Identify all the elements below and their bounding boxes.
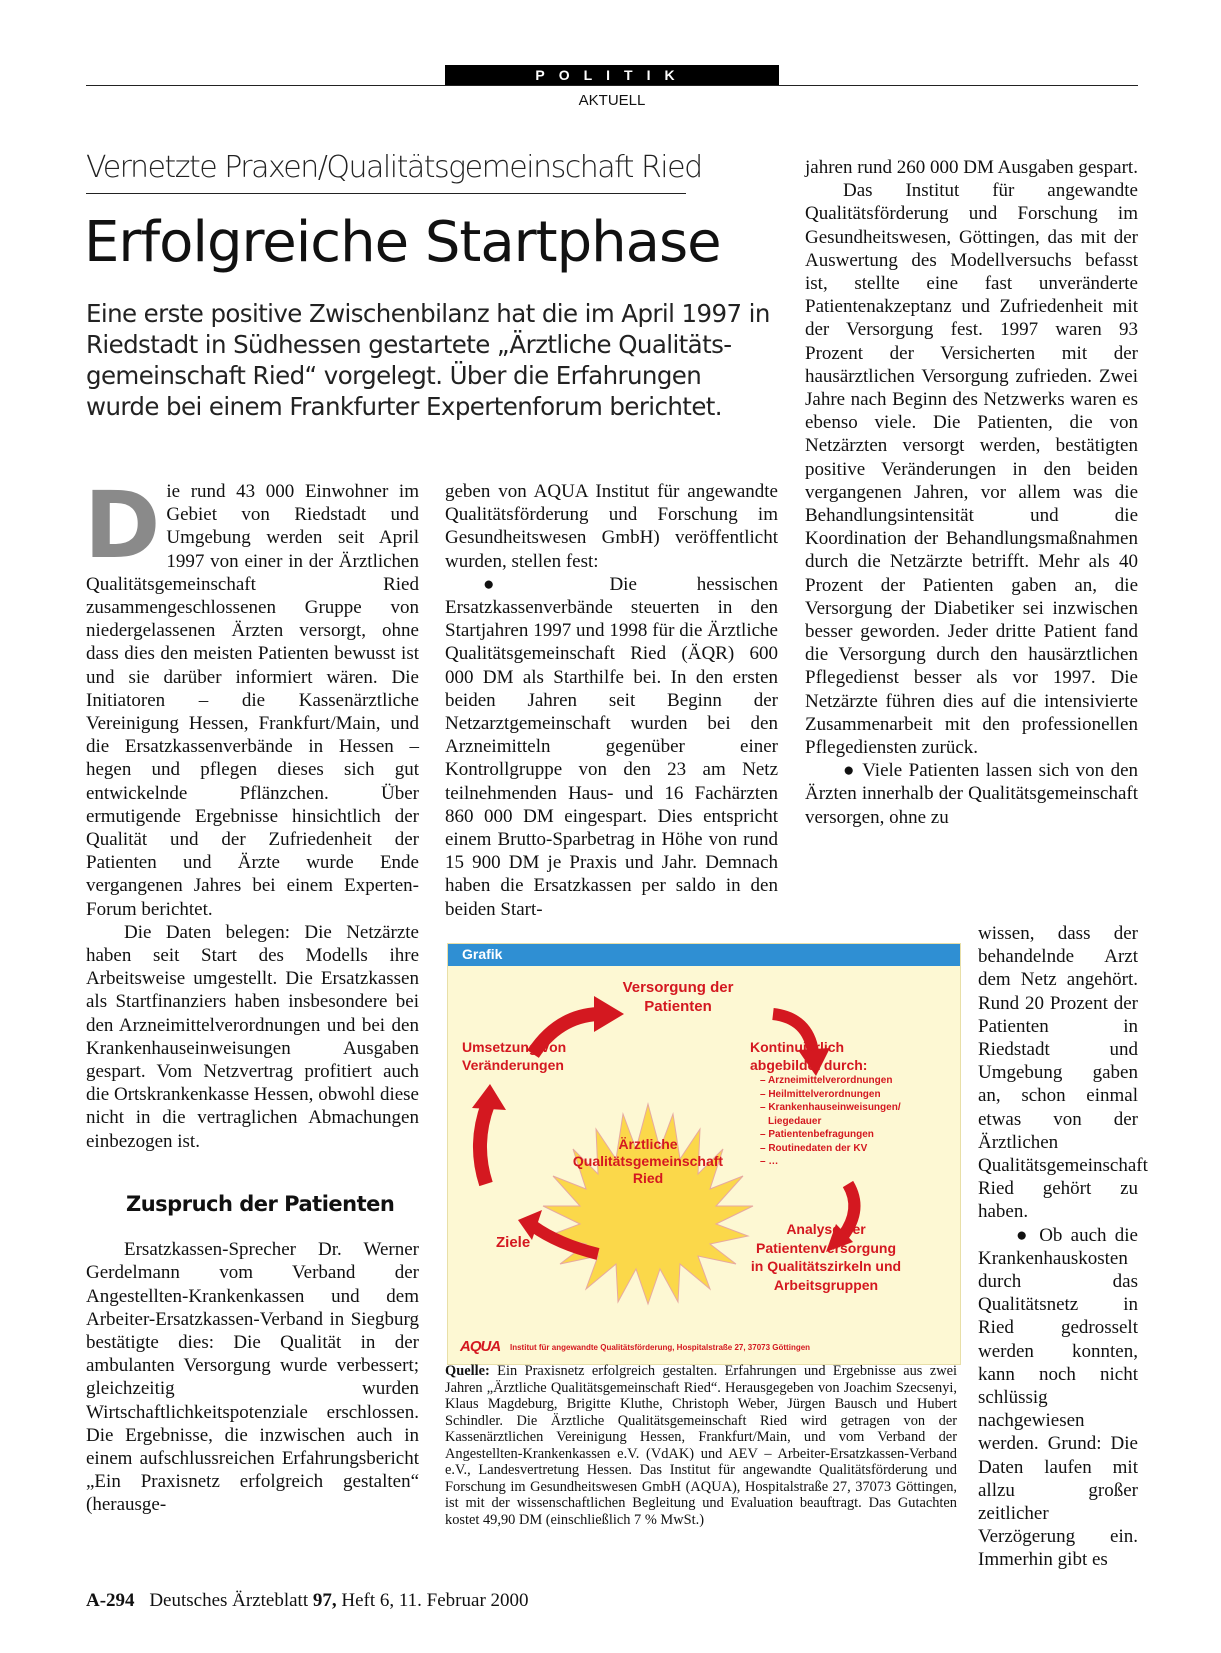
journal-name: Deutsches Ärzteblatt: [149, 1590, 309, 1611]
page-footer: [86, 1590, 529, 1612]
bullet-paragraph: ● Die hessischen Ersatzkassenverbände steuerten in den Startjahren 1997 und 1998 für die Ärztliche Qualitätsgemeinschaft Ried (ÄQR) 600 000 DM als Starthilfe bei. In den ersten beiden Jahren seit Beginn der Netzarztgemeinschaft wurden bei den Arzneimitteln gegenüber einer Kontrollgruppe von den 23 am Netz teilnehmenden Haus- und 16 Fachärzten 860 000 DM eingespart. Dies entspricht einem Brutto-Sparbetrag in Höhe von rund 15 900 DM je Praxis und Jahr. Demnach haben die Ersatzkassen per saldo in den beiden Start-: [445, 573, 778, 920]
figure-caption: Quelle: Ein Praxisnetz erfolgreich gestalten. Erfahrungen und Ergebnisse aus zwei Jahren „Ärztliche Qualitätsgemeinschaft Ried“. Herausgegeben von Joachim Szecsenyi, Klaus Magdeburg, Brigitte Kluthe, Christoph Weber, Jürgen Bausch und Hubert Schindler. Die Ärztliche Qualitätsgemeinschaft Ried wird getragen von der Kassenärztlichen Vereinigung Hessen, Frankfurt/Main, und vom Verband der Angestellten-Krankenkassen e.V. (VdAK) und AEV – Arbeiter-Ersatzkassen-Verband e.V., Landesvertretung Hessen. Das Institut für angewandte Qualitätsförderung und Forschung im Gesundheitswesen GmbH (AQUA), Hospitalstraße 27, 37073 Göttingen, ist mit der wissenschaftlichen Begleitung und Evaluation beauftragt. Das Gutachten kostet 49,90 DM (einschließlich 7 % MwSt.): [445, 1363, 957, 1528]
body-column-3: [805, 156, 1138, 829]
figure-footer: Institut für angewandte Qualitätsförderung, Hospitalstraße 27, 37073 Göttingen: [510, 1343, 811, 1352]
paragraph: geben von AQUA Institut für angewandte Qualitätsförderung und Forschung im Gesundheitswesen GmbH) veröffentlicht wurden, stellen fest:: [445, 481, 778, 572]
body-column-2: [445, 480, 778, 921]
label-umsetzung: Umsetzung von Veränderungen: [462, 1039, 567, 1073]
section-label: POLITIK: [445, 65, 779, 85]
article-lead: Eine erste positive Zwischenbilanz hat die im April 1997 in Riedstadt in Südhessen gestartete „Ärztliche Qualitäts- gemeinschaft Ried“ vorgelegt. Über die Erfahrungen wurde bei einem Frankfurter Expertenforum berichtet.: [86, 299, 770, 421]
figure-label: Grafik: [462, 946, 503, 962]
bullet-paragraph: ● Viele Patienten lassen sich von den Ärzten innerhalb der Qualitätsgemeinschaft versorgen, ohne zu: [805, 760, 1138, 828]
subsection-label: AKTUELL: [578, 92, 646, 109]
list-abgebildet: – Arzneimittelverordnungen – Heilmittelverordnungen – Krankenhauseinweisungen/ Liegedauer – Patientenbefragungen – Routinedaten der KV – …: [760, 1075, 901, 1167]
article-kicker: Vernetzte Praxen/Qualitätsgemeinschaft Ried: [86, 150, 702, 185]
aqua-logo: AQUA: [460, 1338, 501, 1355]
kicker-rule: [86, 193, 686, 194]
paragraph: Ersatzkassen-Sprecher Dr. Werner Gerdelmann vom Verband der Angestellten-Krankenkassen und dem Arbeiter-Ersatzkassen-Verband in Siegburg bestätigte dies: Die Qualität in der ambulanten Versorgung wurde verbessert; gleichzeitig wurden Wirtschaftlichkeitspotenziale erschlossen. Die Ergebnisse, die inzwischen auch in einem aufschlussreichen Erfahrungsbericht „Ein Praxisnetz erfolgreich gestalten“ (herausge-: [86, 1239, 419, 1516]
subheading: Zuspruch der Patienten: [126, 1191, 395, 1216]
body-column-1: [84, 472, 419, 1517]
header-rule: [86, 85, 1138, 86]
figure-grafik: [447, 943, 961, 1365]
paragraph: wissen, dass der behandelnde Arzt dem Netz angehört. Rund 20 Prozent der Patienten in Riedstadt und Umgebung gaben an, schon einmal etwas von der Ärztlichen Qualitätsgemeinschaft Ried gehört zu haben.: [978, 923, 1148, 1223]
label-center: Ärztliche Qualitätsgemeinschaft Ried: [572, 1136, 724, 1186]
page-number: A-294: [86, 1590, 135, 1611]
label-analyse: Analyse der Patientenversorgung in Qualitätszirkeln und Arbeitsgruppen: [750, 1221, 902, 1293]
drop-cap: D: [84, 472, 161, 579]
paragraph: Die rund 43 000 Einwohner im Gebiet von Riedstadt und Umgebung werden seit April 1997 von einer in der Ärztlichen Qualitätsgemeinschaft Ried zusammengeschlossenen Gruppe von niedergelassenen Ärzten versorgt, ohne dass dies den meisten Patienten bewusst ist und sie darüber informiert wären. Die Initiatoren – die Kassenärztliche Vereinigung Hessen, Frankfurt/Main, und die Ersatzkassenverbände in Hessen – hegen und pflegen dieses sich gut entwickelnde Pflänzchen. Über ermutigende Ergebnisse hinsichtlich der Qualität und der Zufriedenheit der Patienten und Ärzte wurde Ende vergangenen Jahres bei einem Experten-Forum berichtet.: [84, 472, 419, 920]
label-kontinuierlich: Kontinuierlich abgebildet durch:: [750, 1039, 868, 1073]
arrow-left-head: [472, 1084, 506, 1110]
journal-volume: 97,: [312, 1590, 337, 1611]
paragraph: jahren rund 260 000 DM Ausgaben gespart.: [805, 157, 1138, 178]
bullet-paragraph: ● Ob auch die Krankenhauskosten durch das Qualitätsnetz in Ried gedrosselt werden konnten, kann noch nicht schlüssig nachgewiesen werden. Grund: Die Daten laufen mit allzu großer zeitlicher Verzögerung ein. Immerhin gibt es: [978, 1224, 1138, 1571]
journal-issue: Heft 6, 11. Februar 2000: [341, 1590, 529, 1611]
center-star: [543, 1104, 753, 1304]
article-title: Erfolgreiche Startphase: [84, 210, 721, 275]
paragraph: Das Institut für angewandte Qualitätsförderung und Forschung im Gesundheitswesen, Göttingen, das mit der Auswertung des Modellversuchs befasst ist, stellte eine fast unveränderte Patientenakzeptanz und Zufriedenheit mit der Versorgung fest. 1997 waren 93 Prozent der Versicherten mit der hausärztlichen Versorgung zufrieden. Zwei Jahre nach Beginn des Netzwerks waren es ebenso viele. Die Patienten, die von Netzärzten versorgt werden, bestätigten positive Veränderungen in den beiden vergangenen Jahren, vor allem was die Behandlungsintensität und die Koordination der Behandlungsmaßnahmen durch die Netzärzte betrifft. Mehr als 40 Prozent der Patienten gaben an, die Versorgung der Diabetiker sei inzwischen besser geworden. Jeder dritte Patient fand die Versorgung durch den hausärztlichen Pflegedienst besser als vor 1997. Die Netzärzte führen dies auf die intensivierte Zusammenarbeit mit den professionellen Pflegediensten zurück.: [805, 180, 1138, 759]
label-ziele: Ziele: [496, 1234, 531, 1251]
body-column-3-narrow: [978, 922, 1148, 1572]
arrow-left: [480, 1104, 488, 1184]
label-versorgung: Versorgung der Patienten: [622, 979, 734, 1015]
paragraph: Die Daten belegen: Die Netzärzte haben seit Start des Modells ihre Arbeitsweise umgestellt. Die Ersatzkassen als Startfinanziers haben insbesondere bei den Arzneimittelverordnungen und bei den Krankenhauseinweisungen Ausgaben gespart. Vom Netzvertrag profitiert auch die Ortskrankenkasse Hessen, obwohl diese nicht in die vertraglichen Abmachungen einbezogen ist.: [86, 921, 419, 1152]
